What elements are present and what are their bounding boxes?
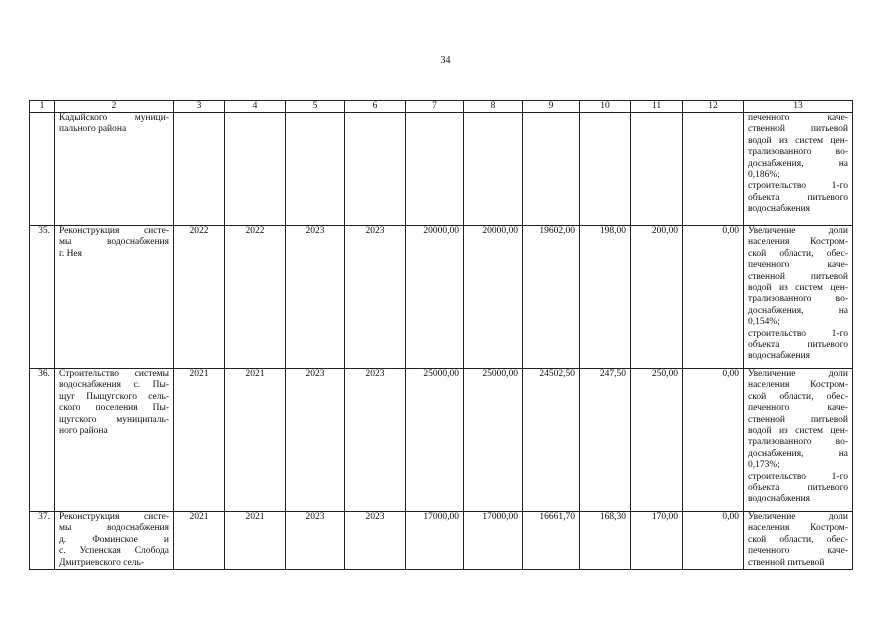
- design-year-cell: 2022: [225, 226, 286, 369]
- regional-budget-cell: 247,50: [580, 369, 631, 512]
- project-name: [55, 113, 174, 226]
- name-line: мы водоснабжения: [59, 237, 169, 248]
- regional-budget-cell: [580, 113, 631, 226]
- regional-budget-cell: 198,00: [580, 226, 631, 369]
- build-start-year-cell: 2023: [286, 512, 345, 570]
- build-start-year-cell: 2023: [286, 369, 345, 512]
- funding-total-cell: [464, 113, 523, 226]
- name-line: д. Фоминское и: [59, 534, 169, 545]
- header-row: [30, 101, 853, 113]
- build-end-year-cell: [345, 113, 406, 226]
- name-line: Реконструкция систе-: [59, 512, 169, 522]
- header-cell: 2: [55, 101, 174, 113]
- result-line: 0,173%;: [748, 460, 780, 471]
- result-line: объекта питьевого: [748, 340, 848, 351]
- funding-total-cell: 25000,00: [464, 369, 523, 512]
- name-line: Реконструкция систе-: [59, 226, 169, 236]
- result-line: населения Костром-: [748, 380, 848, 391]
- expected-result: [744, 226, 853, 369]
- header-cell: 13: [744, 101, 853, 113]
- local-budget-cell: 0,00: [683, 369, 744, 512]
- header-cell: 5: [286, 101, 345, 113]
- header-cell: 4: [225, 101, 286, 113]
- start-year-cell: 2022: [174, 226, 225, 369]
- total-cost-cell: [406, 113, 464, 226]
- result-line: печенного каче-: [748, 546, 848, 557]
- result-line: доснабжения, на: [748, 158, 848, 169]
- result-line: ской области, обес-: [748, 248, 848, 259]
- funding-total-cell: 20000,00: [464, 226, 523, 369]
- funding-total-cell: 17000,00: [464, 512, 523, 570]
- result-line: печенного каче-: [748, 260, 848, 271]
- header-cell: 7: [406, 101, 464, 113]
- federal-budget-cell: 19602,00: [523, 226, 580, 369]
- result-line: водой из систем цен-: [748, 283, 848, 294]
- design-year-cell: 2021: [225, 369, 286, 512]
- header-cell: 1: [30, 101, 55, 113]
- name-line: ского поселения Пы-: [59, 403, 169, 414]
- funding-sum-cell: 250,00: [631, 369, 683, 512]
- result-line: водой из систем цен-: [748, 426, 848, 437]
- build-end-year-cell: 2023: [345, 369, 406, 512]
- header-cell: 3: [174, 101, 225, 113]
- name-line: щуг Пыщугского сель-: [59, 391, 169, 402]
- result-line: строительство 1-го: [748, 181, 848, 192]
- local-budget-cell: [683, 113, 744, 226]
- result-line: водоснабжения: [748, 351, 811, 362]
- start-year-cell: [174, 113, 225, 226]
- local-budget-cell: 0,00: [683, 512, 744, 570]
- row-number: 35.: [30, 226, 55, 369]
- federal-budget-cell: 16661,70: [523, 512, 580, 570]
- funding-sum-cell: 200,00: [631, 226, 683, 369]
- table-row: [30, 369, 853, 512]
- result-line: 0,154%;: [748, 317, 780, 328]
- start-year-cell: 2021: [174, 369, 225, 512]
- name-line: Дмитриевского сель-: [59, 557, 144, 568]
- start-year-cell: 2021: [174, 512, 225, 570]
- result-line: строительство 1-го: [748, 471, 848, 482]
- result-line: Увеличение доли: [748, 512, 848, 522]
- result-line: водой из систем цен-: [748, 135, 848, 146]
- expected-result: [744, 113, 853, 226]
- project-name: [55, 512, 174, 570]
- page-number: 34: [440, 55, 451, 66]
- name-line: с. Успенская Слобода: [59, 546, 169, 557]
- name-line: г. Нея: [59, 248, 83, 259]
- table-row: [30, 512, 853, 570]
- result-line: печенного каче-: [748, 113, 848, 123]
- row-number: 36.: [30, 369, 55, 512]
- header-cell: 11: [631, 101, 683, 113]
- name-line: ного района: [59, 426, 108, 437]
- regional-budget-cell: 168,30: [580, 512, 631, 570]
- result-line: Увеличение доли: [748, 369, 848, 379]
- build-start-year-cell: [286, 113, 345, 226]
- build-end-year-cell: 2023: [345, 512, 406, 570]
- header-cell: 12: [683, 101, 744, 113]
- data-table: [29, 100, 853, 570]
- name-line: мы водоснабжения: [59, 523, 169, 534]
- project-name: [55, 226, 174, 369]
- result-line: ской области, обес-: [748, 534, 848, 545]
- name-line: водоснабжения с. Пы-: [59, 380, 169, 391]
- local-budget-cell: 0,00: [683, 226, 744, 369]
- result-line: водоснабжения: [748, 204, 811, 215]
- build-start-year-cell: 2023: [286, 226, 345, 369]
- result-line: ской области, обес-: [748, 391, 848, 402]
- result-line: доснабжения, на: [748, 448, 848, 459]
- result-line: ственной питьевой: [748, 124, 848, 135]
- result-line: трализованного во-: [748, 147, 848, 158]
- project-name: [55, 369, 174, 512]
- table-row: [30, 113, 853, 226]
- result-line: 0,186%;: [748, 170, 780, 181]
- federal-budget-cell: 24502,50: [523, 369, 580, 512]
- total-cost-cell: 25000,00: [406, 369, 464, 512]
- name-line: Строительство системы: [59, 369, 169, 379]
- build-end-year-cell: 2023: [345, 226, 406, 369]
- result-line: водоснабжения: [748, 494, 811, 505]
- result-line: населения Костром-: [748, 237, 848, 248]
- result-line: ственной питьевой: [748, 271, 848, 282]
- result-line: печенного каче-: [748, 403, 848, 414]
- result-line: доснабжения, на: [748, 305, 848, 316]
- result-line: ственной питьевой: [748, 414, 848, 425]
- design-year-cell: [225, 113, 286, 226]
- header-cell: 6: [345, 101, 406, 113]
- total-cost-cell: 20000,00: [406, 226, 464, 369]
- name-line: пального района: [59, 124, 127, 135]
- federal-budget-cell: [523, 113, 580, 226]
- design-year-cell: 2021: [225, 512, 286, 570]
- result-line: Увеличение доли: [748, 226, 848, 236]
- header-cell: 9: [523, 101, 580, 113]
- funding-sum-cell: [631, 113, 683, 226]
- funding-sum-cell: 170,00: [631, 512, 683, 570]
- result-line: трализованного во-: [748, 294, 848, 305]
- header-cell: 10: [580, 101, 631, 113]
- row-number: [30, 113, 55, 226]
- name-line: Кадыйского муници-: [59, 113, 169, 123]
- result-line: объекта питьевого: [748, 192, 848, 203]
- name-line: щугского муниципаль-: [59, 414, 169, 425]
- header-cell: 8: [464, 101, 523, 113]
- table-row: [30, 226, 853, 369]
- expected-result: [744, 512, 853, 570]
- result-line: населения Костром-: [748, 523, 848, 534]
- expected-result: [744, 369, 853, 512]
- total-cost-cell: 17000,00: [406, 512, 464, 570]
- row-number: 37.: [30, 512, 55, 570]
- result-line: строительство 1-го: [748, 328, 848, 339]
- result-line: объекта питьевого: [748, 483, 848, 494]
- result-line: ственной питьевой: [748, 557, 825, 568]
- result-line: трализованного во-: [748, 437, 848, 448]
